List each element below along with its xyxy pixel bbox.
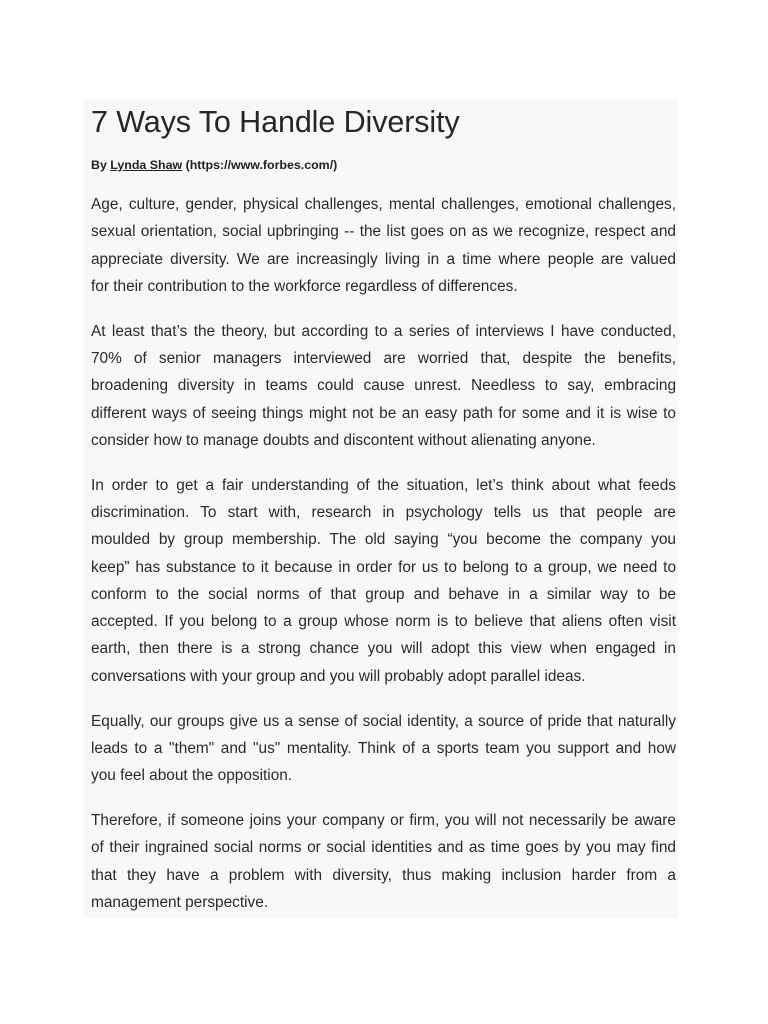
body-paragraph	[91, 807, 676, 916]
body-paragraph	[91, 191, 676, 300]
paragraph-line: sexual orientation, social upbringing -- the list goes on as we recognize, respect and	[91, 223, 676, 241]
paragraph-line: consider how to manage doubts and discontent without alienating anyone.	[91, 431, 596, 449]
paragraph-line: management perspective.	[91, 893, 269, 911]
article-body	[91, 191, 678, 916]
paragraph-line: earth, then there is a strong chance you will adopt this view when engaged in	[91, 640, 676, 658]
paragraph-line: At least that’s the theory, but according to a series of interviews I have conducted,	[91, 322, 676, 340]
body-paragraph	[91, 472, 676, 690]
paragraph-line: accepted. If you belong to a group whose norm is to believe that aliens often visit	[91, 613, 676, 631]
paragraph-line: keep” has substance to it because in order for us to belong to a group, we need to	[91, 558, 676, 576]
paragraph-line: Equally, our groups give us a sense of social identity, a source of pride that naturally	[91, 712, 676, 730]
body-paragraph	[91, 318, 676, 454]
paragraph-line: conform to the social norms of that group and behave in a similar way to be	[91, 585, 676, 603]
byline-prefix: By	[91, 158, 107, 172]
paragraph-line: 70% of senior managers interviewed are worried that, despite the benefits,	[91, 349, 676, 367]
paragraph-line: leads to a "them" and "us" mentality. Think of a sports team you support and how	[91, 739, 676, 757]
body-paragraph	[91, 708, 676, 790]
article-block	[84, 100, 678, 918]
byline	[91, 157, 678, 173]
paragraph-line: different ways of seeing things might not be an easy path for some and it is wise to	[91, 404, 676, 422]
paragraph-line: In order to get a fair understanding of the situation, let’s think about what feeds	[91, 476, 676, 494]
paragraph-line: conversations with your group and you will probably adopt parallel ideas.	[91, 667, 586, 685]
author-link[interactable]: Lynda Shaw	[110, 158, 183, 172]
paragraph-line: Age, culture, gender, physical challenges, mental challenges, emotional challenges,	[91, 196, 676, 213]
source-url: (https://www.forbes.com/)	[185, 158, 338, 172]
paragraph-line: you feel about the opposition.	[91, 767, 293, 785]
paragraph-line: appreciate diversity. We are increasingly living in a time where people are valued	[91, 250, 676, 268]
paragraph-line: broadening diversity in teams could cause unrest. Needless to say, embracing	[91, 377, 676, 395]
paragraph-line: that they have a problem with diversity, thus making inclusion harder from a	[91, 866, 676, 884]
paragraph-line: discrimination. To start with, research in psychology tells us that people are	[91, 503, 676, 521]
paragraph-line: Therefore, if someone joins your company or firm, you will not necessarily be aware	[91, 811, 676, 829]
paragraph-line: moulded by group membership. The old saying “you become the company you	[91, 531, 676, 549]
article-title: 7 Ways To Handle Diversity	[91, 105, 460, 139]
paragraph-line: of their ingrained social norms or social identities and as time goes by you may find	[91, 839, 676, 857]
paragraph-line: for their contribution to the workforce regardless of differences.	[91, 277, 518, 295]
